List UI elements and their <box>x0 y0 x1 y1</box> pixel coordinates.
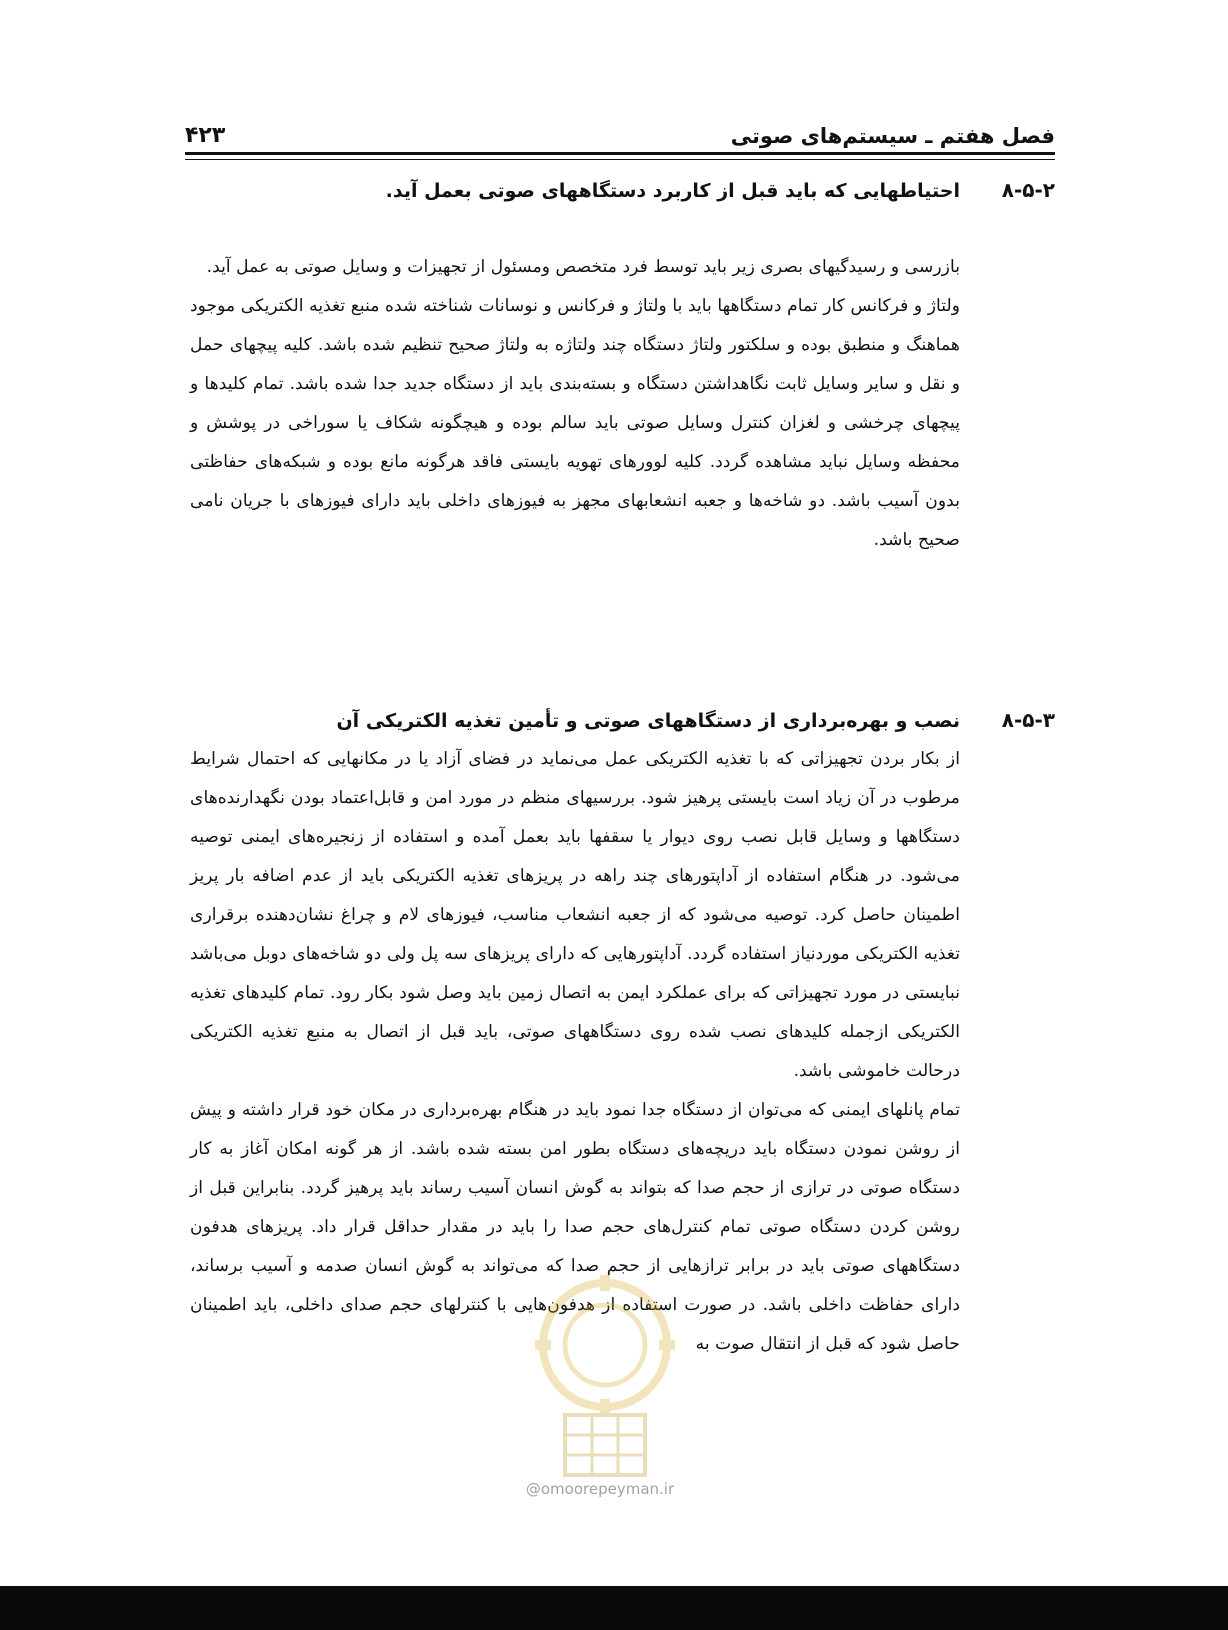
paragraph: تمام پانلهای ایمنی که می‌توان از دستگاه جدا نمود باید در هنگام بهره‌برداری در مکان خود قرار داشته و پیش از روشن نمودن دستگاه باید دریچه‌های دستگاه بطور امن بسته شده باشد. از هر گونه امکان آغاز به کار دستگاه صوتی در ترازی از حجم صدا که بتواند به گوش انسان آسیب رساند باید پرهیز گردد. بنابراین قبل از روشن کردن دستگاه صوتی تمام کنترل‌های حجم صدا را باید در مقدار حداقل قرار داد. پریزهای هدفون دستگاههای صوتی باید در برابر ترازهایی از حجم صدا که می‌تواند به گوش انسان صدمه و آسیب برساند، دارای حفاظت داخلی باشد. در صورت استفاده از هدفون‌هایی با کنترلهای حجم صدای داخلی، باید اطمینان حاصل شود که قبل از انتقال صوت به <box>190 1100 960 1354</box>
section-body <box>190 248 960 560</box>
watermark-text: @omoorepeyman.ir <box>525 1480 675 1498</box>
chapter-title: فصل هفتم ـ سیستم‌های صوتی <box>730 124 1055 148</box>
section-title: نصب و بهره‌برداری از دستگاههای صوتی و تأمین تغذیه الکتریکی آن <box>336 710 960 732</box>
header-rule-thick <box>185 152 1055 155</box>
scan-bottom-edge <box>0 1586 1228 1630</box>
section-title: احتیاطهایی که باید قبل از کاربرد دستگاههای صوتی بعمل آید. <box>385 180 960 202</box>
section-number: ۸-۵-۳ <box>1001 708 1055 732</box>
section-body <box>190 740 960 1364</box>
section-8-5-2 <box>185 178 1055 560</box>
section-8-5-3 <box>185 708 1055 1364</box>
section-heading <box>185 178 1055 218</box>
header-rule-thin <box>185 159 1055 160</box>
paragraph: بازرسی و رسیدگیهای بصری زیر باید توسط فرد متخصص ومسئول از تجهیزات و وسایل صوتی به عمل آید. <box>206 257 960 277</box>
section-number: ۸-۵-۲ <box>1001 178 1055 202</box>
page-number: ۴۲۳ <box>185 123 226 148</box>
paragraph: ولتاژ و فرکانس کار تمام دستگاهها باید با ولتاژ و فرکانس و نوسانات شناخته شده منبع تغذیه الکتریکی موجود هماهنگ و منطبق بوده و سلکتور ولتاژ دستگاه چند ولتاژه به ولتاژ صحیح تنظیم شده باشد. کلیه پیچهای حمل و نقل و سایر وسایل ثابت نگاهداشتن دستگاه و بسته‌بندی باید از دستگاه جدید جدا شده باشد. تمام کلیدها و پیچهای چرخشی و لغزان کنترل وسایل صوتی باید سالم بوده و هیچگونه شکاف یا سوراخی در پوشش و محفظه وسایل نباید مشاهده گردد. کلیه لوورهای تهویه بایستی فاقد هرگونه مانع بوده و شبکه‌های حفاظتی بدون آسیب باشد. دو شاخه‌ها و جعبه انشعابهای مجهز به فیوزهای داخلی باید دارای فیوزهای با جریان نامی صحیح باشد. <box>190 296 960 550</box>
running-header <box>185 112 1055 148</box>
paragraph: از بکار بردن تجهیزاتی که با تغذیه الکتریکی عمل می‌نماید در فضای آزاد یا در مکانهایی که احتمال شرایط مرطوب در آن زیاد است بایستی پرهیز شود. بررسیهای منظم در مورد امن و قابل‌اعتماد بودن نگهدارنده‌های دستگاهها و وسایل قابل نصب روی دیوار یا سقفها باید بعمل آمده و استفاده از زنجیره‌های ایمنی توصیه می‌شود. در هنگام استفاده از آداپتورهای چند راهه در پریزهای تغذیه الکتریکی باید از عدم اضافه بار پریز اطمینان حاصل کرد. توصیه می‌شود که از جعبه انشعاب مناسب، فیوزهای لام و چراغ نشان‌دهنده برقراری تغذیه الکتریکی موردنیاز استفاده گردد. آداپتورهایی که دارای پریزهای سه پل ولی دو شاخه‌های دوبل می‌باشد نبایستی در مورد تجهیزاتی که برای عملکرد ایمن به اتصال زمین باید وصل شود بکار رود. تمام کلیدهای تغذیه الکتریکی ازجمله کلیدهای نصب شده روی دستگاههای صوتی، باید قبل از اتصال به منبع تغذیه الکتریکی درحالت خاموشی باشد. <box>190 749 960 1081</box>
